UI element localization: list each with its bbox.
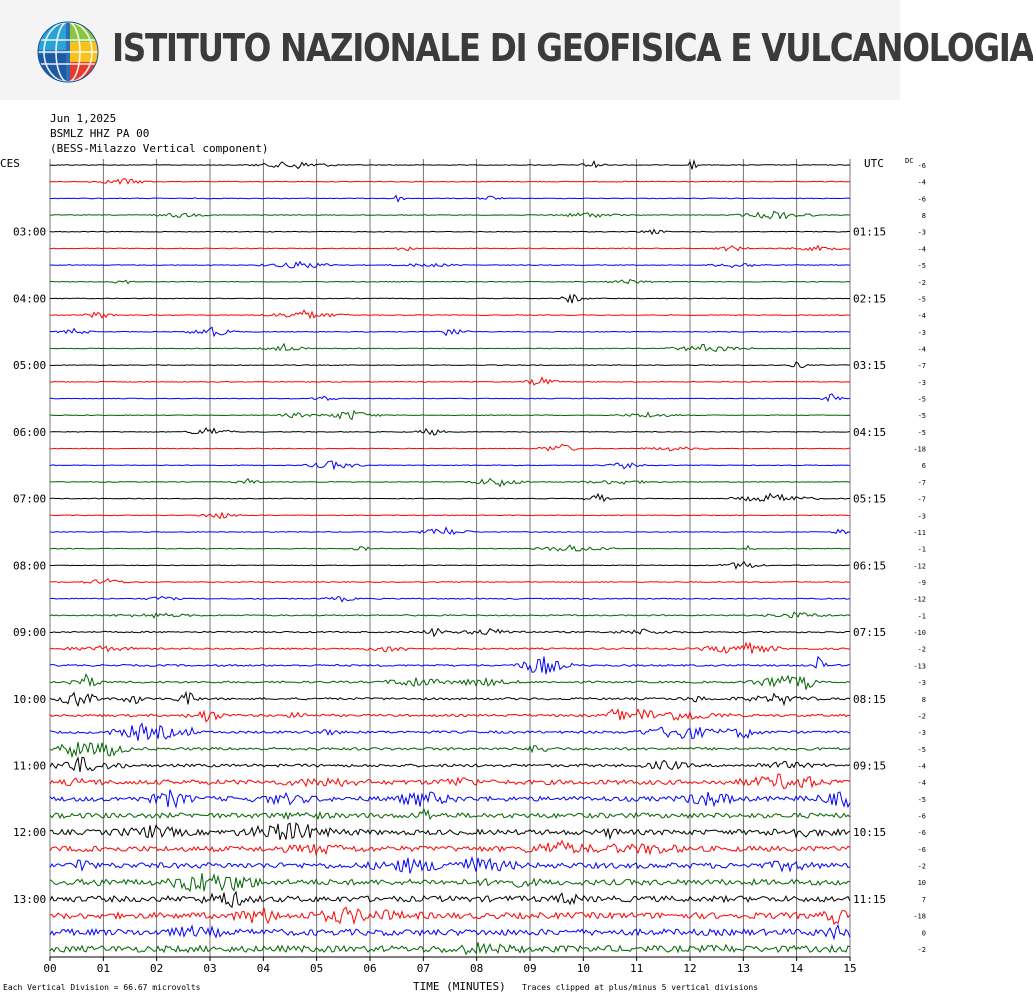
utc-hour-label: 09:15 [853, 759, 887, 773]
local-hour-label: 08:00 [13, 559, 47, 573]
seismic-trace [50, 596, 850, 601]
dc-offset-label: -2 [917, 862, 926, 871]
x-tick-label: 14 [790, 961, 804, 975]
seismic-trace [50, 362, 850, 367]
dc-offset-label: -12 [913, 562, 926, 571]
x-tick-label: 02 [150, 961, 164, 975]
local-hour-label: 10:00 [13, 692, 47, 706]
seismic-trace [50, 494, 850, 502]
seismic-trace [50, 280, 850, 284]
local-hour-label: 11:00 [13, 759, 47, 773]
seismic-trace [50, 774, 850, 789]
dc-offset-label: -3 [917, 378, 926, 387]
x-tick-label: 05 [310, 961, 324, 975]
local-hour-label: 07:00 [13, 492, 47, 506]
seismic-trace [50, 428, 850, 435]
utc-hour-label: 04:15 [853, 425, 887, 439]
dc-offset-label: -1 [917, 545, 926, 554]
dc-header-label: DC [905, 157, 914, 165]
dc-offset-label: -5 [917, 395, 926, 404]
seismic-trace [50, 344, 850, 352]
station-description: (BESS-Milazzo Vertical component) [50, 142, 269, 155]
seismic-trace [50, 724, 850, 741]
local-hour-label: 12:00 [13, 826, 47, 840]
utc-hour-label: 10:15 [853, 826, 887, 840]
local-hour-label: 04:00 [13, 292, 47, 306]
dc-offset-label: -3 [917, 228, 926, 237]
seismic-trace [50, 858, 850, 874]
seismic-trace [50, 295, 850, 303]
utc-hour-label: 02:15 [853, 292, 887, 306]
dc-offset-label: 0 [921, 929, 926, 938]
utc-hour-label: 03:15 [853, 359, 887, 373]
seismic-trace [50, 674, 850, 689]
seismic-trace [50, 461, 850, 469]
local-hour-label: 13:00 [13, 892, 47, 906]
dc-offset-label: -3 [917, 328, 926, 337]
utc-hour-label: 08:15 [853, 692, 887, 706]
dc-offset-label: -2 [917, 645, 926, 654]
dc-offset-label: -18 [913, 445, 926, 454]
seismic-trace [50, 230, 850, 235]
institute-name: ISTITUTO NAZIONALE DI GEOFISICA E VULCANOLOGIA [112, 26, 1033, 70]
dc-offset-label: 7 [921, 895, 926, 904]
seismic-trace [50, 790, 850, 807]
dc-offset-label: -4 [917, 762, 926, 771]
dc-offset-label: -10 [913, 629, 926, 638]
dc-offset-label: -11 [913, 528, 926, 537]
x-tick-label: 13 [736, 961, 750, 975]
dc-offset-label: -5 [917, 745, 926, 754]
dc-offset-label: -6 [917, 812, 926, 821]
dc-offset-label: -4 [917, 178, 926, 187]
seismic-trace [50, 444, 850, 451]
seismic-trace [50, 612, 850, 618]
x-tick-label: 03 [203, 961, 217, 975]
x-tick-label: 08 [470, 961, 484, 975]
dc-offset-label: -5 [917, 795, 926, 804]
seismic-trace [50, 310, 850, 318]
seismic-trace [50, 479, 850, 487]
x-tick-label: 12 [683, 961, 697, 975]
seismic-trace [50, 378, 850, 385]
seismic-trace [50, 327, 850, 336]
dc-offset-label: -3 [917, 679, 926, 688]
x-tick-label: 15 [843, 961, 857, 975]
dc-offset-label: -4 [917, 779, 926, 788]
dc-offset-label: -9 [917, 579, 926, 587]
seismic-trace [50, 656, 850, 674]
x-tick-label: 00 [43, 961, 57, 975]
left-timezone-label: CES [0, 157, 20, 170]
dc-offset-label: -12 [913, 595, 926, 604]
seismic-trace [50, 513, 850, 519]
seismic-trace [50, 411, 850, 419]
dc-offset-label: 8 [921, 212, 926, 221]
dc-offset-label: -7 [917, 478, 926, 487]
dc-offset-label: -4 [917, 312, 926, 321]
dc-offset-label: -6 [917, 845, 926, 854]
utc-hour-label: 11:15 [853, 892, 887, 906]
time-grid [50, 159, 850, 961]
dc-offset-label: 6 [921, 462, 926, 471]
seismic-trace [50, 757, 850, 772]
seismic-trace [50, 643, 850, 654]
seismic-trace [50, 823, 850, 840]
seismic-trace [50, 179, 850, 184]
seismic-trace [50, 841, 850, 855]
local-hour-label: 09:00 [13, 626, 47, 640]
seismic-trace [50, 942, 850, 954]
dc-offset-label: -13 [913, 662, 926, 671]
dc-offset-label: -1 [917, 612, 926, 621]
dc-offset-label: -18 [913, 912, 926, 921]
utc-hour-label: 07:15 [853, 626, 887, 640]
utc-hour-label: 06:15 [853, 559, 887, 573]
dc-offset-label: -7 [917, 362, 926, 371]
seismic-trace [50, 873, 850, 891]
seismic-trace [50, 528, 850, 535]
seismic-trace [50, 262, 850, 268]
seismic-trace [50, 394, 850, 401]
dc-offset-label: 10 [917, 879, 926, 888]
x-tick-label: 07 [416, 961, 430, 975]
trace-group [50, 161, 850, 954]
utc-hour-label: 01:15 [853, 225, 887, 239]
x-tick-label: 04 [256, 961, 270, 975]
seismic-trace [50, 810, 850, 819]
local-hour-label: 06:00 [13, 425, 47, 439]
dc-offset-label: -2 [917, 712, 926, 721]
dc-offset-label: -3 [917, 512, 926, 521]
dc-offset-label: -4 [917, 245, 926, 254]
seismic-trace [50, 892, 850, 907]
seismic-trace [50, 562, 850, 569]
local-hour-label: 05:00 [13, 359, 47, 373]
x-tick-label: 10 [576, 961, 590, 975]
seismic-trace [50, 196, 850, 202]
dc-offset-label: 8 [921, 695, 926, 704]
x-axis-title: TIME (MINUTES) [413, 980, 506, 993]
seismic-trace [50, 742, 850, 757]
x-tick-label: 01 [96, 961, 110, 975]
dc-offset-label: -5 [917, 295, 926, 304]
local-hour-label: 03:00 [13, 225, 47, 239]
dc-offset-label: -6 [917, 162, 926, 170]
x-tick-label: 11 [630, 961, 644, 975]
seismic-trace [50, 629, 850, 637]
dc-offset-label: -3 [917, 729, 926, 738]
dc-offset-label: -5 [917, 428, 926, 437]
station-code: BSMLZ HHZ PA 00 [50, 127, 150, 140]
label-group [13, 162, 926, 975]
seismic-trace [50, 246, 850, 251]
seismic-trace [50, 161, 850, 170]
dc-offset-label: -6 [917, 195, 926, 204]
seismic-trace [50, 925, 850, 938]
dc-offset-label: -7 [917, 495, 926, 504]
dc-offset-label: -2 [917, 945, 926, 954]
scale-note: Each Vertical Division = 66.67 microvolts [3, 983, 201, 992]
dc-offset-label: -5 [917, 262, 926, 271]
seismic-trace [50, 693, 850, 706]
dc-offset-label: -2 [917, 278, 926, 287]
dc-offset-label: -5 [917, 412, 926, 421]
dc-offset-label: -6 [917, 829, 926, 838]
seismic-trace [50, 709, 850, 721]
seismic-trace [50, 545, 850, 551]
seismic-trace [50, 579, 850, 583]
x-tick-label: 09 [523, 961, 537, 975]
clip-note: Traces clipped at plus/minus 5 vertical divisions [522, 983, 759, 992]
utc-hour-label: 05:15 [853, 492, 887, 506]
record-date: Jun 1,2025 [50, 112, 117, 125]
right-timezone-label: UTC [864, 157, 884, 170]
seismic-trace [50, 907, 850, 924]
x-tick-label: 06 [363, 961, 377, 975]
seismic-trace [50, 211, 850, 218]
dc-offset-label: -4 [917, 345, 926, 354]
